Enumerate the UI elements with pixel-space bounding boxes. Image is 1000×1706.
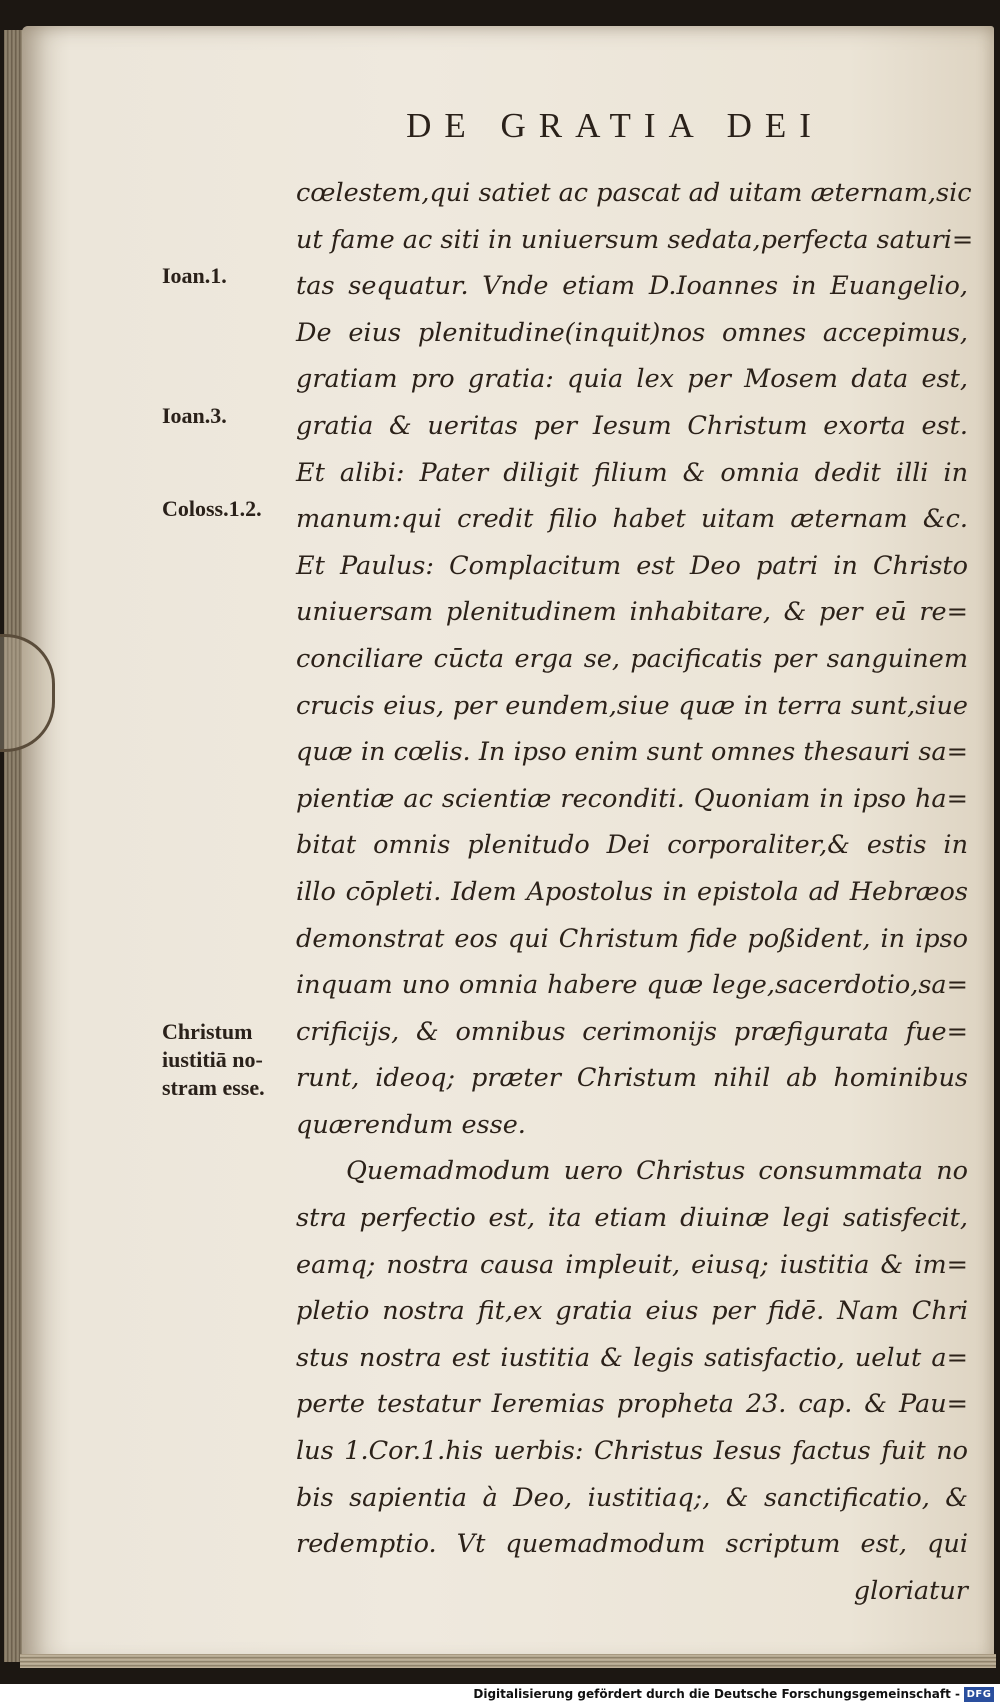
text-line: quæ in cœlis. In ipso enim sunt omnes thesauri sa= <box>296 737 968 768</box>
dfg-logo: DFG <box>964 1687 994 1702</box>
margin-note-coloss: Coloss.1.2. <box>162 496 262 521</box>
text-line: pletio nostra fit,ex gratia eius per fidē. Nam Chri <box>296 1296 968 1327</box>
funding-credit: Digitalisierung gefördert durch die Deutsche Forschungsgemeinschaft - <box>473 1687 960 1701</box>
text-line: gratiam pro gratia: quia lex per Mosem data est, <box>296 364 968 395</box>
digitization-footer <box>0 1684 1000 1706</box>
text-line: stus nostra est iustitia & legis satisfactio, uelut a= <box>296 1342 968 1373</box>
text-line: runt, ideoq; præter Christum nihil ab hominibus <box>296 1063 968 1094</box>
text-line: bitat omnis plenitudo Dei corporaliter,& estis in <box>296 830 968 861</box>
text-line: demonstrat eos qui Christum fide poßident, in ipso <box>296 923 968 954</box>
body-text <box>296 170 974 1614</box>
text-line: gratia & ueritas per Iesum Christum exorta est. <box>296 410 968 441</box>
bottom-page-edges <box>20 1654 996 1668</box>
text-line: crucis eius, per eundem,siue quæ in terra sunt,siue <box>296 690 968 721</box>
text-line: Et alibi: Pater diligit filium & omnia dedit illi in <box>296 457 968 488</box>
text-line: tas sequatur. Vnde etiam D.Ioannes in Euangelio, <box>296 271 968 302</box>
text-line: Et Paulus: Complacitum est Deo patri in Christo <box>296 550 968 581</box>
text-line: crificijs, & omnibus cerimonijs præfigurata fue= <box>296 1016 968 1047</box>
text-line: manum:qui credit filio habet uitam æternam &c. <box>296 504 968 535</box>
text-line: stra perfectio est, ita etiam diuinæ legi satisfecit, <box>296 1203 968 1234</box>
text-line: ut fame ac siti in uniuersum sedata,perfecta saturi= <box>296 224 974 255</box>
text-line: bis sapientia à Deo, iustitiaq;, & sanctificatio, & <box>296 1482 968 1513</box>
margin-note-line: Christum <box>162 1019 253 1044</box>
text-line: lus 1.Cor.1.his uerbis: Christus Iesus factus fuit no <box>296 1436 968 1467</box>
margin-note-line: iustitiā no- <box>162 1047 263 1072</box>
text-line: inquam uno omnia habere quæ lege,sacerdotio,sa= <box>296 970 968 1001</box>
margin-note-ioan-1: Ioan.1. <box>162 263 227 288</box>
catchword: gloriatur <box>853 1575 968 1606</box>
margin-note-ioan-3: Ioan.3. <box>162 403 227 428</box>
text-line: redemptio. Vt quemadmodum scriptum est, qui <box>296 1529 968 1560</box>
text-line: conciliare cūcta erga se, pacificatis per sanguinem <box>296 643 968 674</box>
paragraph-start-line: Quemadmodum uero Christus consummata no <box>346 1156 968 1187</box>
text-line: perte testatur Ieremias propheta 23. cap. & Pau= <box>296 1389 968 1420</box>
text-line: eamq; nostra causa impleuit, eiusq; iustitia & im= <box>296 1249 968 1280</box>
text-line: uniuersam plenitudinem inhabitare, & per eū re= <box>296 597 968 628</box>
margin-note-christum <box>162 1018 302 1102</box>
text-line: quærendum esse. <box>296 1109 526 1140</box>
running-header: DE GRATIA DEI <box>406 106 824 145</box>
text-line: cœlestem,qui satiet ac pascat ad uitam æternam,sic <box>296 178 972 208</box>
text-line: illo cōpleti. Idem Apostolus in epistola ad Hebræos <box>296 876 968 907</box>
text-line: pientiæ ac scientiæ reconditi. Quoniam in ipso ha= <box>296 783 968 814</box>
margin-note-line: stram esse. <box>162 1075 265 1100</box>
text-line: De eius plenitudine(inquit)nos omnes accepimus, <box>296 317 968 348</box>
